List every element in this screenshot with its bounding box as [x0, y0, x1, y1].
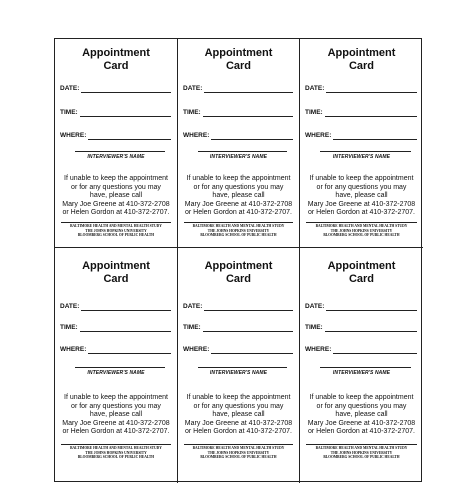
contact-message — [302, 394, 421, 437]
message-line: Mary Joe Greene at 410-372-2708 — [184, 200, 293, 208]
date-line[interactable] — [326, 304, 417, 311]
where-field[interactable] — [60, 342, 171, 354]
appointment-card — [178, 248, 300, 483]
appointment-card — [55, 39, 178, 248]
institution-line: BLOOMBERG SCHOOL OF PUBLIC HEALTH — [323, 233, 400, 238]
time-field[interactable] — [305, 320, 417, 332]
institution-divider — [184, 444, 293, 445]
message-line: If unable to keep the appointment — [309, 175, 414, 182]
card-title — [178, 47, 299, 73]
institution-line: THE JOHNS HOPKINS UNIVERSITY — [207, 450, 270, 455]
time-label: TIME: — [305, 324, 323, 331]
message-line: or Helen Gordon at 410-372-2707. — [184, 209, 293, 217]
date-label: DATE: — [305, 303, 325, 310]
institution-line: BALTIMORE HEALTH AND MENTAL HEALTH STUDY — [192, 446, 285, 450]
card-title-line2: Card — [225, 60, 252, 72]
card-title — [55, 260, 177, 286]
appointment-card — [178, 39, 300, 248]
message-line: or Helen Gordon at 410-372-2707. — [62, 209, 170, 217]
date-label: DATE: — [60, 303, 80, 310]
institution-divider — [61, 444, 171, 445]
message-line: or for any questions you may — [193, 402, 284, 410]
date-line[interactable] — [204, 304, 293, 311]
card-title-line1: Appointment — [82, 47, 150, 59]
date-label: DATE: — [305, 85, 325, 92]
contact-message — [57, 175, 175, 218]
message-line: Mary Joe Greene at 410-372-2708 — [62, 419, 170, 427]
card-title-line1: Appointment — [327, 260, 396, 272]
contact-message — [180, 175, 297, 218]
contact-message — [302, 175, 421, 218]
institution-line: BALTIMORE HEALTH AND MENTAL HEALTH STUDY — [192, 224, 285, 228]
institution-line: BALTIMORE HEALTH AND MENTAL HEALTH STUDY — [315, 446, 408, 450]
message-line: or Helen Gordon at 410-372-2707. — [62, 428, 170, 436]
institution-line: BLOOMBERG SCHOOL OF PUBLIC HEALTH — [323, 455, 400, 460]
institution-block — [57, 224, 175, 238]
where-line[interactable] — [211, 347, 293, 354]
message-line: If unable to keep the appointment — [64, 394, 168, 401]
institution-line: THE JOHNS HOPKINS UNIVERSITY — [207, 228, 270, 233]
date-field[interactable] — [183, 81, 293, 93]
interviewer-signature-line[interactable] — [198, 367, 287, 368]
card-title-line1: Appointment — [204, 260, 273, 272]
message-line: or Helen Gordon at 410-372-2707. — [307, 428, 416, 436]
message-line: If unable to keep the appointment — [309, 394, 414, 401]
card-title — [178, 260, 299, 286]
where-label: WHERE: — [60, 346, 87, 353]
interviewer-name-label: INTERVIEWER'S NAME — [87, 154, 145, 160]
date-field[interactable] — [305, 299, 417, 311]
institution-line: THE JOHNS HOPKINS UNIVERSITY — [330, 228, 393, 233]
date-line[interactable] — [81, 86, 171, 93]
interviewer-name-label: INTERVIEWER'S NAME — [209, 370, 268, 376]
date-label: DATE: — [183, 303, 203, 310]
where-label: WHERE: — [305, 132, 332, 139]
time-line[interactable] — [80, 325, 171, 332]
message-line: Mary Joe Greene at 410-372-2708 — [307, 200, 416, 208]
interviewer-name-label: INTERVIEWER'S NAME — [332, 154, 391, 160]
message-line: If unable to keep the appointment — [186, 175, 291, 182]
where-line[interactable] — [88, 133, 171, 140]
where-line[interactable] — [211, 133, 293, 140]
institution-line: BALTIMORE HEALTH AND MENTAL HEALTH STUDY — [315, 224, 408, 228]
message-line: or for any questions you may — [71, 402, 161, 410]
date-label: DATE: — [60, 85, 80, 92]
appointment-card — [300, 248, 423, 483]
institution-line: THE JOHNS HOPKINS UNIVERSITY — [85, 228, 147, 233]
message-line: Mary Joe Greene at 410-372-2708 — [184, 419, 293, 427]
where-field[interactable] — [183, 342, 293, 354]
institution-block — [180, 446, 297, 460]
where-field[interactable] — [305, 128, 417, 140]
message-line: or Helen Gordon at 410-372-2707. — [184, 428, 293, 436]
interviewer-name-label: INTERVIEWER'S NAME — [209, 154, 268, 160]
message-line: If unable to keep the appointment — [64, 175, 168, 182]
institution-line: THE JOHNS HOPKINS UNIVERSITY — [85, 450, 147, 455]
appointment-card-sheet — [54, 38, 422, 482]
message-line: Mary Joe Greene at 410-372-2708 — [307, 419, 416, 427]
message-line: If unable to keep the appointment — [186, 394, 291, 401]
appointment-card — [300, 39, 423, 248]
institution-divider — [61, 222, 171, 223]
institution-line: BALTIMORE HEALTH AND MENTAL HEALTH STUDY — [70, 446, 162, 450]
message-line: have, please call — [89, 192, 143, 200]
institution-line: BALTIMORE HEALTH AND MENTAL HEALTH STUDY — [70, 224, 162, 228]
message-line: have, please call — [335, 192, 388, 200]
institution-line: BLOOMBERG SCHOOL OF PUBLIC HEALTH — [77, 455, 155, 460]
message-line: or for any questions you may — [316, 183, 407, 191]
institution-divider — [306, 222, 417, 223]
institution-line: BLOOMBERG SCHOOL OF PUBLIC HEALTH — [200, 455, 277, 460]
where-line[interactable] — [88, 347, 171, 354]
institution-block — [302, 446, 421, 460]
interviewer-signature-line[interactable] — [198, 151, 287, 152]
time-label: TIME: — [60, 109, 78, 116]
time-field[interactable] — [305, 105, 417, 117]
message-line: have, please call — [212, 411, 265, 419]
message-line: have, please call — [212, 192, 265, 200]
where-label: WHERE: — [183, 132, 210, 139]
institution-line: BLOOMBERG SCHOOL OF PUBLIC HEALTH — [200, 233, 277, 238]
time-label: TIME: — [183, 324, 201, 331]
time-line[interactable] — [80, 110, 171, 117]
institution-divider — [184, 222, 293, 223]
card-title-line2: Card — [103, 273, 129, 285]
card-title-line2: Card — [348, 60, 375, 72]
institution-divider — [306, 444, 417, 445]
institution-line: BLOOMBERG SCHOOL OF PUBLIC HEALTH — [77, 233, 155, 238]
time-field[interactable] — [183, 105, 293, 117]
where-field[interactable] — [305, 342, 417, 354]
date-field[interactable] — [60, 299, 171, 311]
time-field[interactable] — [60, 320, 171, 332]
where-label: WHERE: — [60, 132, 87, 139]
time-line[interactable] — [203, 110, 293, 117]
date-line[interactable] — [204, 86, 293, 93]
time-line[interactable] — [325, 325, 417, 332]
interviewer-name-label: INTERVIEWER'S NAME — [332, 370, 391, 376]
appointment-card — [55, 248, 178, 483]
time-label: TIME: — [183, 109, 201, 116]
time-label: TIME: — [60, 324, 78, 331]
time-line[interactable] — [203, 325, 293, 332]
message-line: or for any questions you may — [316, 402, 407, 410]
interviewer-signature-line[interactable] — [75, 367, 165, 368]
date-label: DATE: — [183, 85, 203, 92]
message-line: have, please call — [335, 411, 388, 419]
where-field[interactable] — [183, 128, 293, 140]
where-field[interactable] — [60, 128, 171, 140]
date-field[interactable] — [183, 299, 293, 311]
where-label: WHERE: — [305, 346, 332, 353]
interviewer-signature-line[interactable] — [320, 367, 411, 368]
date-line[interactable] — [326, 86, 417, 93]
message-line: Mary Joe Greene at 410-372-2708 — [62, 200, 170, 208]
time-field[interactable] — [60, 105, 171, 117]
card-title — [55, 47, 177, 73]
institution-block — [57, 446, 175, 460]
where-line[interactable] — [333, 347, 417, 354]
message-line: or for any questions you may — [193, 183, 284, 191]
where-line[interactable] — [333, 133, 417, 140]
institution-block — [180, 224, 297, 238]
message-line: or Helen Gordon at 410-372-2707. — [307, 209, 416, 217]
interviewer-signature-line[interactable] — [320, 151, 411, 152]
message-line: or for any questions you may — [71, 183, 161, 191]
institution-block — [302, 224, 421, 238]
card-title-line1: Appointment — [82, 260, 150, 272]
date-field[interactable] — [60, 81, 171, 93]
contact-message — [180, 394, 297, 437]
card-title-line2: Card — [348, 273, 375, 285]
institution-line: THE JOHNS HOPKINS UNIVERSITY — [330, 450, 393, 455]
message-line: have, please call — [89, 411, 143, 419]
date-field[interactable] — [305, 81, 417, 93]
card-title-line1: Appointment — [327, 47, 396, 59]
date-line[interactable] — [81, 304, 171, 311]
interviewer-name-label: INTERVIEWER'S NAME — [87, 370, 145, 376]
card-title-line1: Appointment — [204, 47, 273, 59]
card-title-line2: Card — [225, 273, 252, 285]
card-title — [300, 260, 423, 286]
time-field[interactable] — [183, 320, 293, 332]
time-line[interactable] — [325, 110, 417, 117]
card-title-line2: Card — [103, 60, 129, 72]
contact-message — [57, 394, 175, 437]
interviewer-signature-line[interactable] — [75, 151, 165, 152]
card-title — [300, 47, 423, 73]
where-label: WHERE: — [183, 346, 210, 353]
time-label: TIME: — [305, 109, 323, 116]
